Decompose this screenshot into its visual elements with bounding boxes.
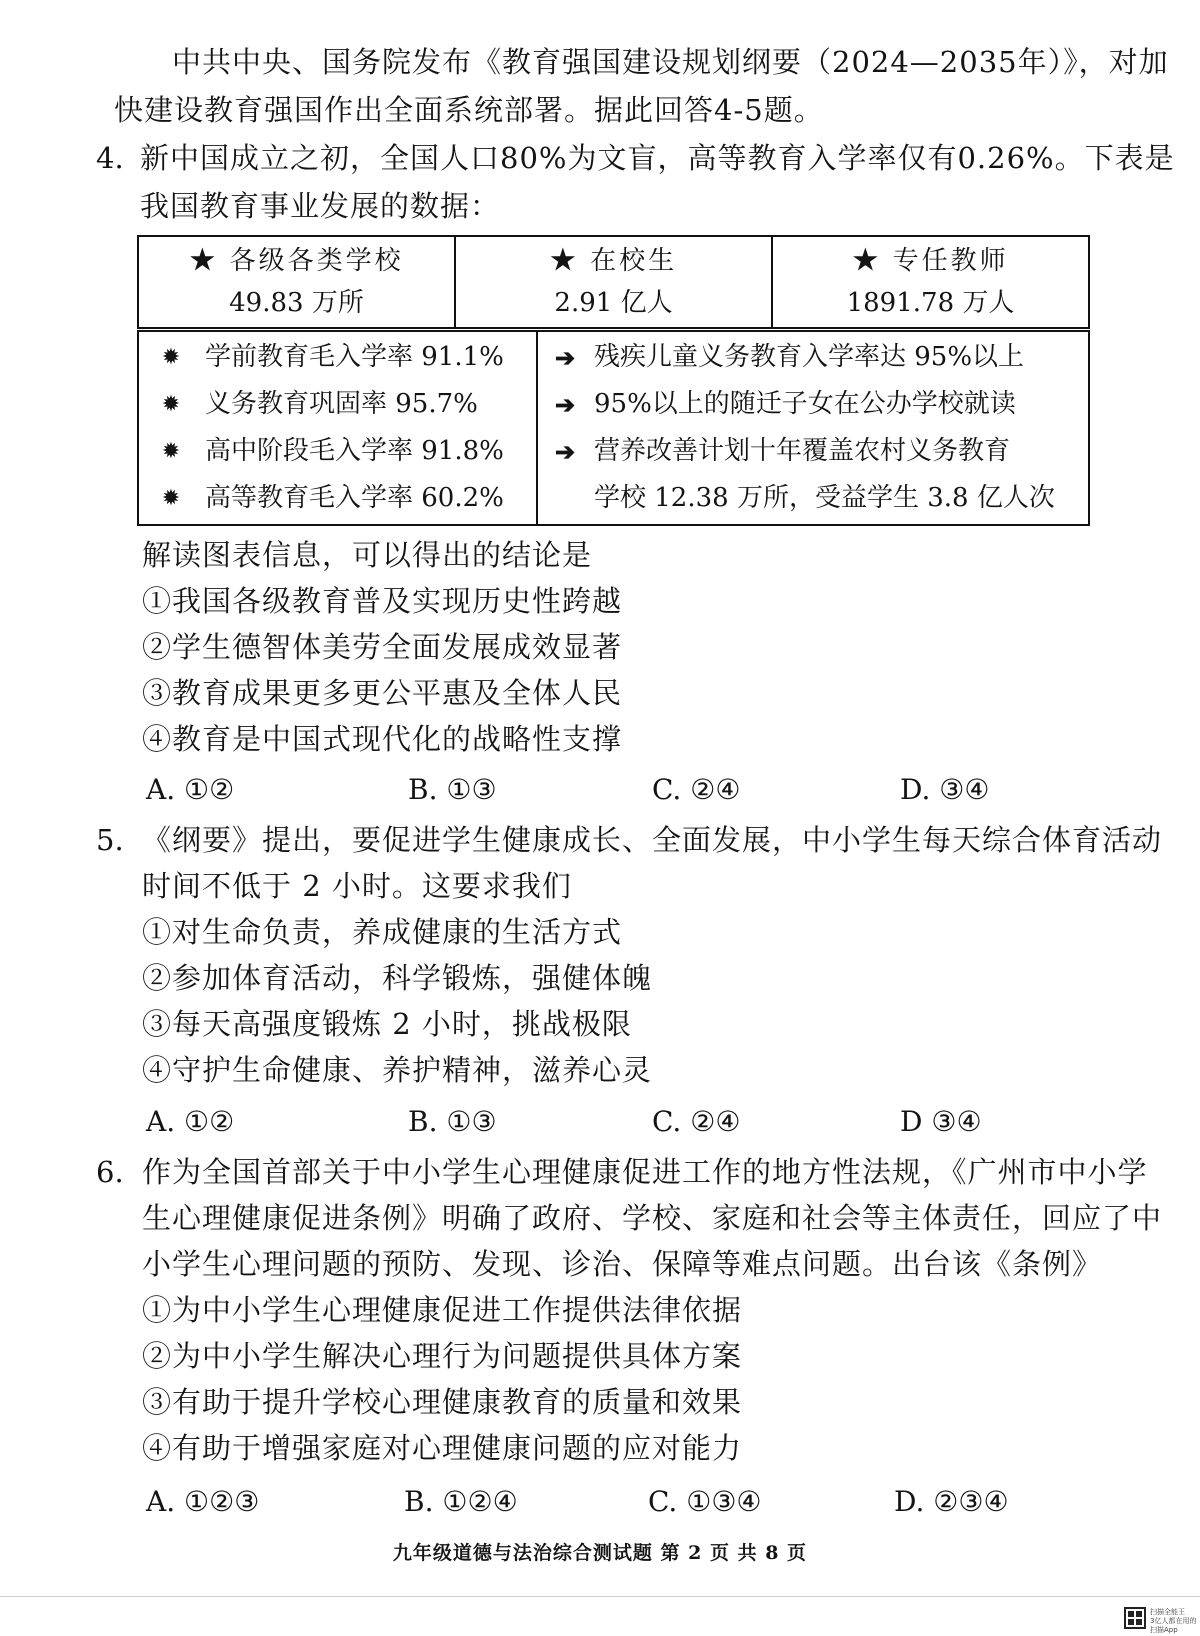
rate-text: 高等教育毛入学率 60.2% <box>205 483 504 513</box>
rate-row <box>139 475 536 522</box>
enrollment-rates-column <box>139 332 538 524</box>
q6-line-1: 作为全国首部关于中小学生心理健康促进工作的地方性法规，《广州市中小学 <box>142 1155 1148 1189</box>
q6-line-3: 小学生心理问题的预防、发现、诊治、保障等难点问题。出台该《条例》 <box>142 1247 1103 1281</box>
q5-item-4: ④守护生命健康、养护精神，滋养心灵 <box>142 1053 653 1087</box>
stat-title-students: ★ 在校生 <box>549 246 678 276</box>
q5-item-2: ②参加体育活动，科学锻炼，强健体魄 <box>142 961 653 995</box>
q4-stem: 解读图表信息，可以得出的结论是 <box>142 538 593 572</box>
q4-line-2: 我国教育事业发展的数据： <box>140 189 501 223</box>
rate-row <box>139 381 536 428</box>
stat-cell-schools <box>138 236 455 328</box>
arrow-right-icon: ➔ <box>554 390 576 419</box>
achievement-text: 学校 12.38 万所，受益学生 3.8 亿人次 <box>594 483 1055 513</box>
gear-bullet-icon: ✹ <box>161 439 181 464</box>
footer-divider <box>0 1596 1200 1597</box>
rate-row <box>139 334 536 381</box>
q4-option-a[interactable]: A. ①② <box>146 773 235 806</box>
education-rates-box <box>137 330 1090 526</box>
watermark-line-2: 3亿人都在用的扫描App <box>1150 1617 1197 1634</box>
achievement-row <box>538 381 1088 428</box>
q6-option-a[interactable]: A. ①②③ <box>146 1485 260 1518</box>
achievement-text: 95%以上的随迁子女在公办学校就读 <box>594 389 1016 419</box>
gear-bullet-icon: ✹ <box>161 345 181 370</box>
q5-item-3: ③每天高强度锻炼 2 小时，挑战极限 <box>142 1007 632 1041</box>
q6-item-3: ③有助于提升学校心理健康教育的质量和效果 <box>142 1385 743 1419</box>
qr-code-icon <box>1124 1607 1146 1629</box>
achievement-text: 营养改善计划十年覆盖农村义务教育 <box>594 436 1011 466</box>
rate-text: 义务教育巩固率 95.7% <box>205 389 478 419</box>
q5-item-1: ①对生命负责，养成健康的生活方式 <box>142 915 623 949</box>
stat-value-schools: 49.83 万所 <box>229 288 364 318</box>
arrow-right-icon: ➔ <box>554 343 576 372</box>
q6-option-b[interactable]: B. ①②④ <box>404 1485 518 1518</box>
q5-option-b[interactable]: B. ①③ <box>408 1105 497 1138</box>
stat-value-teachers: 1891.78 万人 <box>846 288 1015 318</box>
q6-option-c[interactable]: C. ①③④ <box>648 1485 762 1518</box>
scanner-watermark <box>1150 1608 1200 1635</box>
q4-item-4: ④教育是中国式现代化的战略性支撑 <box>142 722 623 756</box>
stat-value-students: 2.91 亿人 <box>554 288 673 318</box>
stat-cell-students <box>455 236 772 328</box>
intro-line-2: 快建设教育强国作出全面系统部署。据此回答4-5题。 <box>114 93 824 127</box>
q5-option-d[interactable]: D ③④ <box>900 1105 982 1138</box>
achievement-text: 残疾儿童义务教育入学率达 95%以上 <box>594 342 1025 372</box>
stat-title-schools: ★ 各级各类学校 <box>189 246 404 276</box>
q4-item-1: ①我国各级教育普及实现历史性跨越 <box>142 584 623 618</box>
equity-achievements-column <box>538 332 1088 524</box>
q5-line-2: 时间不低于 2 小时。这要求我们 <box>142 869 572 903</box>
q5-option-c[interactable]: C. ②④ <box>652 1105 741 1138</box>
q4-option-b[interactable]: B. ①③ <box>408 773 497 806</box>
achievement-row <box>538 334 1088 381</box>
rate-row <box>139 428 536 475</box>
q6-item-4: ④有助于增强家庭对心理健康问题的应对能力 <box>142 1431 743 1465</box>
q6-line-2: 生心理健康促进条例》明确了政府、学校、家庭和社会等主体责任，回应了中 <box>142 1201 1163 1235</box>
rate-text: 学前教育毛入学率 91.1% <box>205 342 504 372</box>
stat-cell-teachers <box>772 236 1089 328</box>
q6-item-2: ②为中小学生解决心理行为问题提供具体方案 <box>142 1339 743 1373</box>
page-footer: 九年级道德与法治综合测试题 第 2 页 共 8 页 <box>392 1542 808 1564</box>
rate-text: 高中阶段毛入学率 91.8% <box>205 436 504 466</box>
arrow-right-icon: ➔ <box>554 437 576 466</box>
stat-title-teachers: ★ 专任教师 <box>852 246 1009 276</box>
q5-number: 5. <box>96 823 124 857</box>
achievement-row <box>538 475 1088 522</box>
achievement-row <box>538 428 1088 475</box>
q4-option-c[interactable]: C. ②④ <box>652 773 741 806</box>
q6-number: 6. <box>96 1155 124 1189</box>
q4-number: 4. <box>96 141 124 175</box>
q6-item-1: ①为中小学生心理健康促进工作提供法律依据 <box>142 1293 743 1327</box>
q4-item-2: ②学生德智体美劳全面发展成效显著 <box>142 630 623 664</box>
gear-bullet-icon: ✹ <box>161 392 181 417</box>
q4-line-1: 新中国成立之初，全国人口80%为文盲，高等教育入学率仅有0.26%。下表是 <box>140 141 1175 175</box>
q4-item-3: ③教育成果更多更公平惠及全体人民 <box>142 676 623 710</box>
q6-option-d[interactable]: D. ②③④ <box>894 1485 1009 1518</box>
q4-option-d[interactable]: D. ③④ <box>900 773 990 806</box>
intro-line-1: 中共中央、国务院发布《教育强国建设规划纲要（2024—2035年）》，对加 <box>172 45 1169 79</box>
education-stats-table <box>137 235 1090 329</box>
q5-line-1: 《纲要》提出，要促进学生健康成长、全面发展，中小学生每天综合体育活动 <box>142 823 1163 857</box>
q5-option-a[interactable]: A. ①② <box>146 1105 235 1138</box>
gear-bullet-icon: ✹ <box>161 486 181 511</box>
watermark-line-1: 扫描全能王 <box>1150 1608 1185 1616</box>
